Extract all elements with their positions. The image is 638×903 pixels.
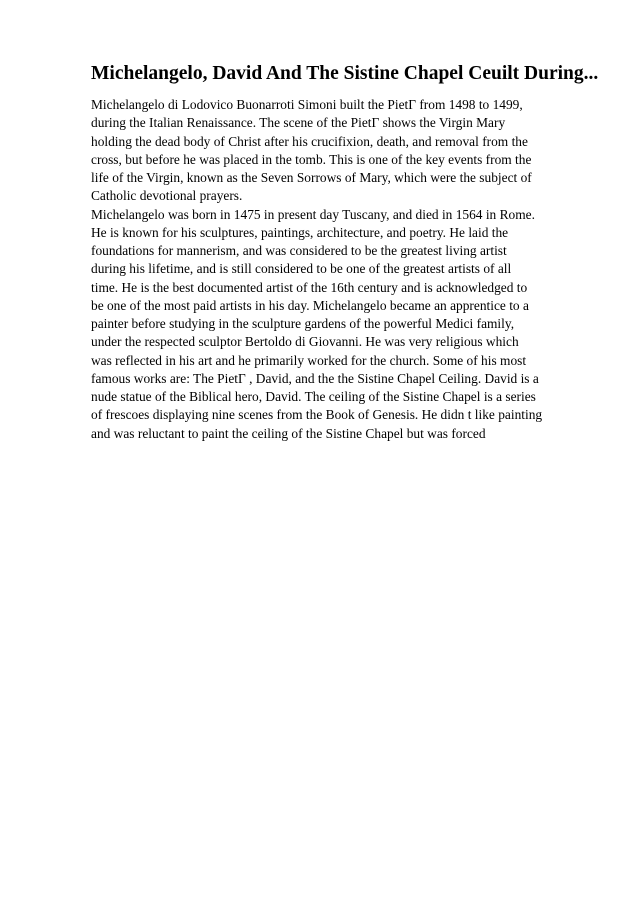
body-line: He is known for his sculptures, paintings, architecture, and poetry. He laid the	[91, 224, 509, 240]
document-title: Michelangelo, David And The Sistine Chapel Ceuilt During...	[91, 63, 599, 84]
body-line: cross, but before he was placed in the tomb. This is one of the key events from the	[91, 151, 532, 167]
body-line: Catholic devotional prayers.	[91, 188, 243, 204]
body-line: life of the Virgin, known as the Seven Sorrows of Mary, which were the subject of	[91, 170, 532, 185]
body-line: during the Italian Renaissance. The scene of the PietГ shows the Virgin Mary	[91, 115, 506, 131]
body-line: of frescoes displaying nine scenes from the Book of Genesis. He didn t like painting	[91, 407, 543, 423]
body-line: and was reluctant to paint the ceiling of the Sistine Chapel but was forced	[91, 425, 486, 441]
body-line: was reflected in his art and he primarily worked for the church. Some of his most	[91, 352, 527, 368]
body-line: holding the dead body of Christ after his crucifixion, death, and removal from the	[91, 133, 528, 149]
body-line: foundations for mannerism, and was considered to be the greatest living artist	[91, 243, 507, 258]
body-line: famous works are: The PietГ , David, and the the Sistine Chapel Ceiling. David is a	[91, 370, 539, 386]
body-line: painter before studying in the sculpture gardens of the powerful Medici family,	[91, 316, 515, 331]
document-body	[91, 96, 591, 443]
body-line: be one of the most paid artists in his day. Michelangelo became an apprentice to a	[91, 297, 529, 313]
body-line: during his lifetime, and is still considered to be one of the greatest artists of all	[91, 261, 512, 277]
body-line: Michelangelo di Lodovico Buonarroti Simoni built the PietГ from 1498 to 1499,	[91, 97, 523, 112]
body-line: time. He is the best documented artist of the 16th century and is acknowledged to	[91, 279, 528, 295]
body-line: nude statue of the Biblical hero, David. The ceiling of the Sistine Chapel is a series	[91, 389, 536, 404]
body-line: Michelangelo was born in 1475 in present day Tuscany, and died in 1564 in Rome.	[91, 206, 535, 222]
body-line: under the respected sculptor Bertoldo di Giovanni. He was very religious which	[91, 334, 519, 350]
